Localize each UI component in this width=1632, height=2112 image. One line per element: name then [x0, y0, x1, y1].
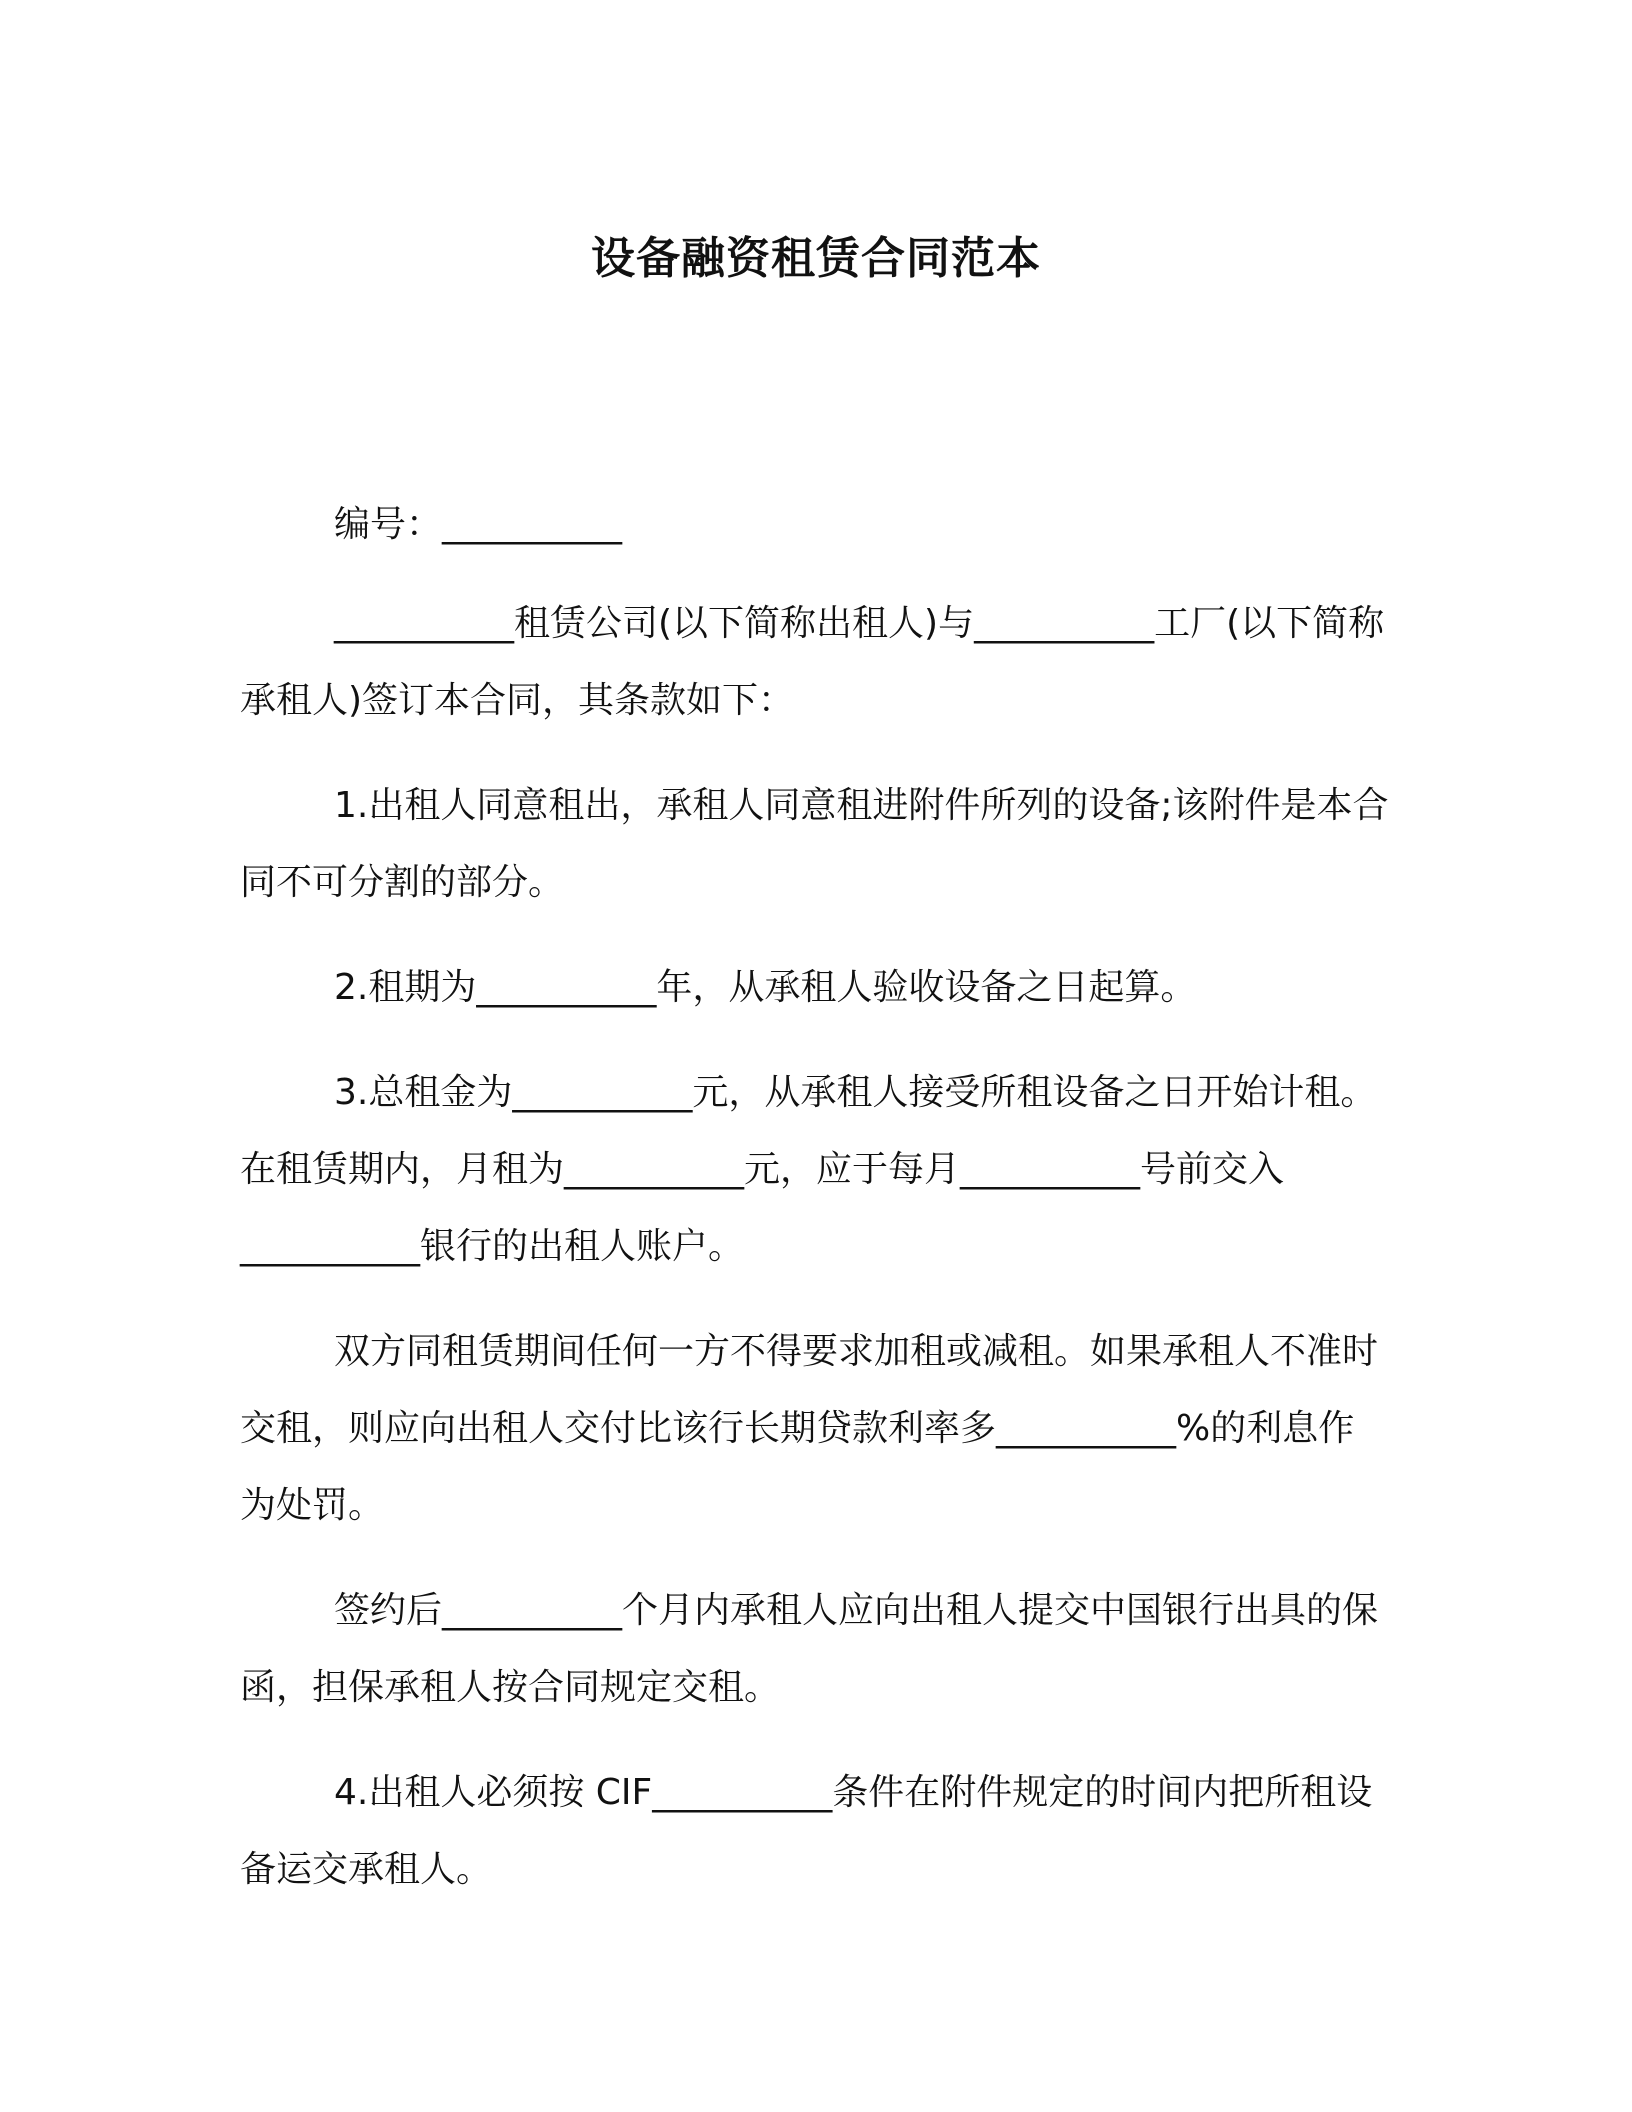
- clause-1: 1.出租人同意租出，承租人同意租进附件所列的设备;该附件是本合同不可分割的部分。: [240, 785, 1389, 903]
- document-title: 设备融资租赁合同范本: [591, 233, 1041, 284]
- clause-3: 3.总租金为__________元，从承租人接受所租设备之日开始计租。在租赁期内，月租为__________元，应于每月__________号前交入__________银行的出租人账户。: [240, 1072, 1377, 1267]
- document-body: [240, 486, 1390, 1936]
- parties-paragraph: __________租赁公司(以下简称出租人)与__________工厂(以下简称承租人)签订本合同，其条款如下：: [240, 603, 1385, 721]
- guarantee-paragraph: 签约后__________个月内承租人应向出租人提交中国银行出具的保函，担保承租人按合同规定交租。: [240, 1590, 1379, 1708]
- contract-number: 编号：__________: [334, 504, 623, 545]
- rent-penalty-paragraph: 双方同租赁期间任何一方不得要求加租或减租。如果承租人不准时交租，则应向出租人交付比该行长期贷款利率多__________%的利息作为处罚。: [240, 1331, 1379, 1526]
- clause-4: 4.出租人必须按 CIF__________条件在附件规定的时间内把所租设备运交承租人。: [240, 1772, 1373, 1890]
- clause-2: 2.租期为__________年，从承租人验收设备之日起算。: [334, 967, 1197, 1008]
